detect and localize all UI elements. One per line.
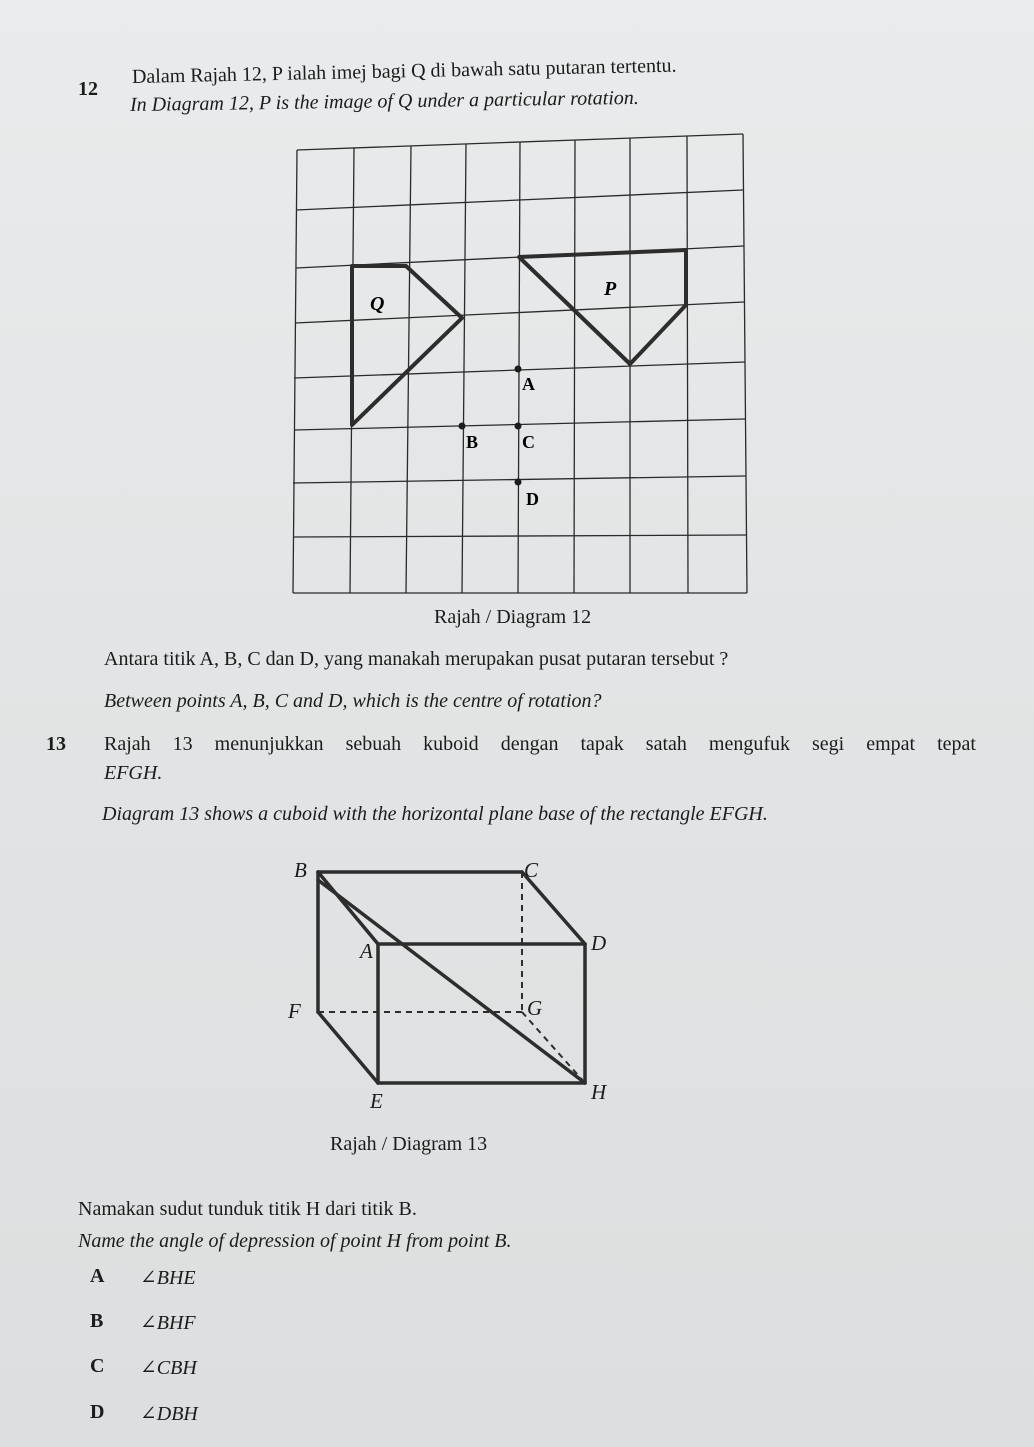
label-point-a: A <box>522 374 535 394</box>
diagram-12-caption: Rajah / Diagram 12 <box>434 606 592 628</box>
question-13-number: 13 <box>46 733 66 755</box>
label-point-d: D <box>526 489 539 509</box>
question-12-text-en: In Diagram 12, P is the image of Q under a particular rotation. <box>129 86 639 116</box>
vertex-a-label: A <box>360 939 373 963</box>
question-13-text-ms-2: EFGH. <box>104 762 163 784</box>
question-12-ask-ms: Antara titik A, B, C dan D, yang manakah merupakan pusat putaran tersebut ? <box>104 648 729 670</box>
option-d-letter: D <box>90 1401 105 1423</box>
vertex-e-label: E <box>370 1089 383 1113</box>
question-13-ask-en: Name the angle of depression of point H from point B. <box>78 1230 512 1252</box>
vertex-d-label: D <box>591 931 607 955</box>
diagram-13-caption: Rajah / Diagram 13 <box>330 1133 488 1155</box>
question-13-text-ms-1: Rajah 13 menunjukkan sebuah kuboid dengan tapak satah mengufuk segi empat tepat <box>104 733 976 755</box>
question-12-ask-en: Between points A, B, C and D, which is the centre of rotation? <box>104 690 602 712</box>
question-12-number: 12 <box>78 78 98 100</box>
option-b-text[interactable]: ∠BHF <box>140 1312 196 1334</box>
label-p: P <box>604 278 617 300</box>
question-13-ask-ms: Namakan sudut tunduk titik H dari titik B. <box>78 1198 417 1220</box>
label-point-c: C <box>522 432 535 452</box>
option-d-text[interactable]: ∠DBH <box>140 1403 198 1425</box>
option-a-letter: A <box>90 1265 105 1287</box>
vertex-h-label: H <box>591 1080 607 1104</box>
option-a-text[interactable]: ∠BHE <box>140 1267 196 1289</box>
label-q: Q <box>370 293 385 315</box>
vertex-b-label: B <box>294 858 307 882</box>
question-13-text-en: Diagram 13 shows a cuboid with the horizontal plane base of the rectangle EFGH. <box>102 803 768 825</box>
question-12-text-ms: Dalam Rajah 12, P ialah imej bagi Q di bawah satu putaran tertentu. <box>131 54 677 88</box>
vertex-c-label: C <box>524 858 539 882</box>
vertex-f-label: F <box>288 999 301 1023</box>
option-c-letter: C <box>90 1355 105 1377</box>
option-c-text[interactable]: ∠CBH <box>140 1357 197 1379</box>
option-b-letter: B <box>90 1310 104 1332</box>
label-point-b: B <box>466 432 479 452</box>
vertex-g-label: G <box>527 996 543 1020</box>
